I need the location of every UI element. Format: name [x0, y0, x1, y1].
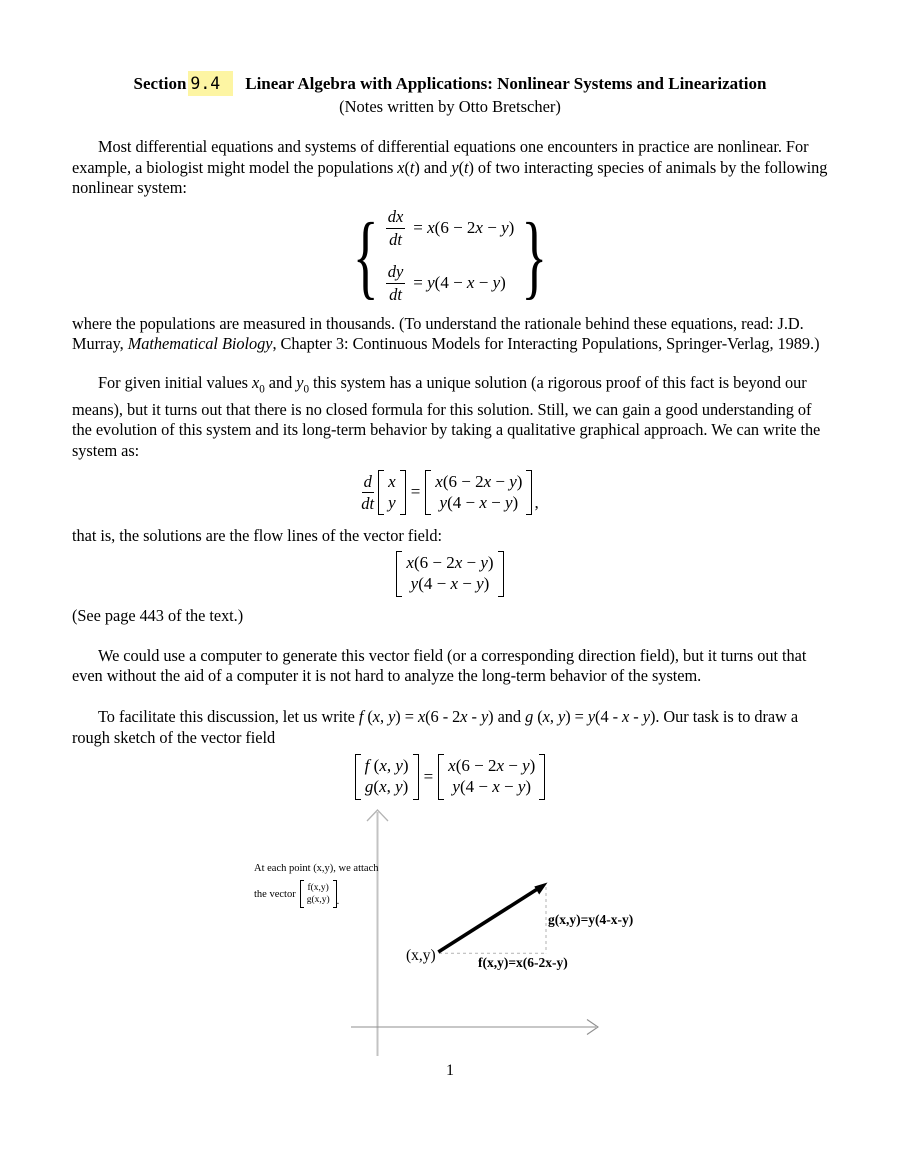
title-text: Linear Algebra with Applications: Nonlinear Systems and Linearization — [245, 74, 767, 93]
page-number: 1 — [446, 1062, 454, 1080]
figure-drawing — [248, 808, 658, 1056]
right-bracket — [498, 551, 504, 596]
paragraph-computer: We could use a computer to generate this vector field (or a corresponding direction field), but it turns out that even without the aid of a computer it is not hard to analyze the long-term behavior of the system. — [72, 645, 807, 686]
fg-rhs-vector: x(6 − 2x − y) y(4 − x − y) — [438, 754, 545, 799]
equation-matrix-form — [72, 469, 828, 517]
paragraph-initial-values: For given initial values $x_0$ and $y_0$ this system has a unique solution (a rigorous proof of this fact is beyond our means), but it turns out that there is no closed formula for this solution. Still, we can gain a good understanding of the evolution of this system and its long-term behavior by taking a qualitative graphical approach. We can write the system as: — [72, 372, 821, 461]
vector-field-figure — [248, 808, 658, 1056]
right-bracket — [526, 470, 532, 515]
paragraph-intro: Most differential equations and systems of differential equations one encounters in practice are nonlinear. For example, a biologist might model the populations x(t) and y(t) of two interacting species of animals by the following nonlinear system: — [72, 137, 828, 198]
vector-arrow-line — [438, 888, 539, 952]
subtitle: (Notes written by Otto Bretscher) — [339, 97, 561, 116]
figure-caption-vector-prefix: the vector — [254, 888, 296, 900]
fg-vector: f (x, y) g(x, y) — [355, 754, 419, 799]
caption-period: . — [336, 896, 340, 908]
fraction-dx-dt: $\frac{dx}{dt}$ — [387, 207, 404, 249]
equation-dy-dt — [386, 262, 515, 304]
figure-caption-line1: At each point (x,y), we attach — [254, 863, 379, 875]
right-bracket — [539, 754, 545, 799]
trailing-comma: , — [534, 493, 539, 513]
equation-dx-dt — [386, 207, 515, 249]
fraction-dy-dt: $\frac{dy}{dt}$ — [387, 262, 404, 304]
g-component-label: g(x,y)=y(4-x-y) — [548, 912, 634, 928]
caption-mini-vector: f(x,y) g(x,y) — [300, 880, 337, 908]
equation-dx-dt-rhs: = x(6 − 2x − y) — [413, 218, 515, 238]
page-content — [0, 72, 900, 799]
equation-vector-field — [72, 551, 828, 597]
left-curly-brace: { — [352, 203, 379, 309]
vector-xy: x y — [378, 470, 406, 515]
figure-caption — [254, 862, 414, 908]
title-section-word: Section — [133, 74, 187, 93]
figure-caption-line2 — [254, 880, 414, 908]
equation-dy-dt-rhs: = y(4 − x − y) — [413, 273, 506, 293]
vector-field-rhs: x(6 − 2x − y) y(4 − x − y) — [425, 470, 532, 515]
right-curly-brace: } — [521, 203, 548, 309]
system-rows — [386, 207, 515, 304]
equation-nonlinear-system — [72, 203, 828, 309]
paragraph-flow-lines: that is, the solutions are the flow lines of the vector field: — [72, 525, 442, 545]
equation-fg-definition — [72, 755, 828, 799]
page-title — [72, 72, 828, 95]
field-vector: x(6 − 2x − y) y(4 − x − y) — [396, 551, 503, 596]
equals-sign: = — [410, 482, 421, 502]
right-bracket — [413, 754, 419, 799]
fraction-d-dt: $\frac{d}{dt}$ — [361, 471, 375, 514]
paragraph-reference: where the populations are measured in thousands. (To understand the rationale behind these equations, read: J.D. Murray, Mathematical Biology, Chapter 3: Continuous Models for Interacting Populations, Springer-Verlag, 1989.) — [72, 313, 820, 354]
right-bracket — [400, 470, 406, 515]
equals-sign: = — [423, 766, 434, 786]
point-label: (x,y) — [406, 947, 436, 965]
f-component-label: f(x,y)=x(6-2x-y) — [478, 955, 568, 971]
paragraph-facilitate: To facilitate this discussion, let us write f (x, y) = x(6 - 2x - y) and g (x, y) = y(4 - x - y). Our task is to draw a rough sketch of the vector field — [72, 706, 799, 747]
section-number-highlight: 9.4 — [188, 71, 233, 96]
paragraph-see-page: (See page 443 of the text.) — [72, 606, 244, 626]
